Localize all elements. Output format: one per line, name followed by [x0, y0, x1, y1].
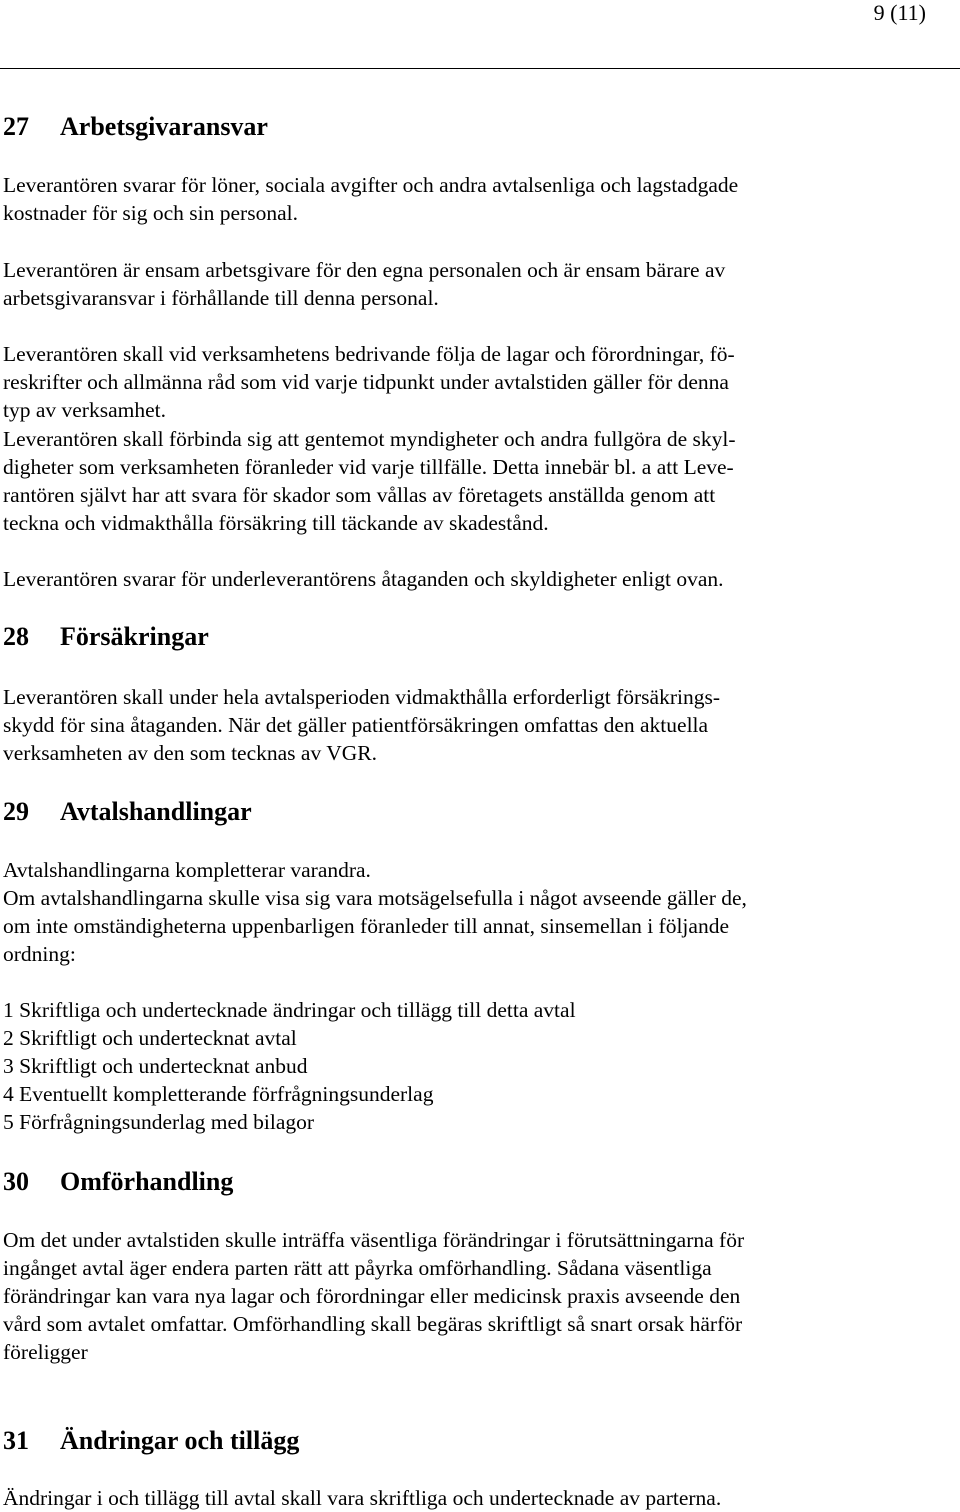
section-number: 30	[3, 1167, 29, 1196]
section-28-line: verksamheten av den som tecknas av VGR.	[3, 741, 377, 765]
section-title: Försäkringar	[60, 622, 209, 651]
section-27-line: arbetsgivaransvar i förhållande till denna personal.	[3, 286, 439, 310]
section-number: 27	[3, 112, 29, 141]
section-27-line: teckna och vidmakthålla försäkring till täckande av skadestånd.	[3, 511, 549, 535]
section-30-line: förändringar kan vara nya lagar och förordningar eller medicinsk praxis avseende den	[3, 1284, 741, 1308]
section-27-line: Leverantören skall vid verksamhetens bedrivande följa de lagar och förordningar, fö-	[3, 342, 735, 366]
section-27-line: typ av verksamhet.	[3, 398, 166, 422]
section-27-line: Leverantören svarar för löner, sociala avgifter och andra avtalsenliga och lagstadgade	[3, 173, 739, 197]
section-title: Avtalshandlingar	[60, 797, 252, 826]
list-item: 1 Skriftliga och undertecknade ändringar och tillägg till detta avtal	[3, 998, 576, 1022]
section-number: 29	[3, 797, 29, 826]
section-29-line: ordning:	[3, 942, 76, 966]
section-31-heading	[3, 1426, 299, 1456]
list-item: 2 Skriftligt och undertecknat avtal	[3, 1026, 297, 1050]
section-title: Omförhandling	[60, 1167, 234, 1196]
list-item: 4 Eventuellt kompletterande förfrågningsunderlag	[3, 1082, 434, 1106]
section-31-line: Ändringar i och tillägg till avtal skall vara skriftliga och undertecknade av parterna.	[3, 1486, 722, 1510]
section-title: Arbetsgivaransvar	[60, 112, 268, 141]
section-30-line: vård som avtalet omfattar. Omförhandling skall begäras skriftligt så snart orsak härför	[3, 1312, 743, 1336]
section-30-heading	[3, 1167, 233, 1197]
section-28-line: skydd för sina åtaganden. När det gäller patientförsäkringen omfattas den aktuella	[3, 713, 709, 737]
section-number: 31	[3, 1426, 29, 1455]
list-item: 5 Förfrågningsunderlag med bilagor	[3, 1110, 315, 1134]
section-28-heading	[3, 622, 209, 652]
section-29-line: Avtalshandlingarna kompletterar varandra.	[3, 858, 371, 882]
section-number: 28	[3, 622, 29, 651]
header-rule	[0, 68, 960, 69]
section-30-line: föreligger	[3, 1340, 88, 1364]
section-28-line: Leverantören skall under hela avtalsperioden vidmakthålla erforderligt försäkrings-	[3, 685, 720, 709]
section-27-line: reskrifter och allmänna råd som vid varje tidpunkt under avtalstiden gäller för denna	[3, 370, 729, 394]
section-29-heading	[3, 797, 252, 827]
section-29-line: om inte omständigheterna uppenbarligen föranleder till annat, sinsemellan i följande	[3, 914, 729, 938]
page-number: 9 (11)	[873, 0, 926, 25]
section-27-line: Leverantören är ensam arbetsgivare för den egna personalen och är ensam bärare av	[3, 258, 726, 282]
section-27-line: rantören självt har att svara för skador som vållas av företagets anställda genom att	[3, 483, 716, 507]
section-27-line: Leverantören svarar för underleverantörens åtaganden och skyldigheter enligt ovan.	[3, 567, 724, 591]
section-27-heading	[3, 112, 268, 142]
section-title: Ändringar och tillägg	[60, 1426, 300, 1455]
section-30-line: ingånget avtal äger endera parten rätt att påyrka omförhandling. Sådana väsentliga	[3, 1256, 712, 1280]
section-27-line: kostnader för sig och sin personal.	[3, 201, 298, 225]
list-item: 3 Skriftligt och undertecknat anbud	[3, 1054, 308, 1078]
section-29-line: Om avtalshandlingarna skulle visa sig vara motsägelsefulla i något avseende gäller de,	[3, 886, 747, 910]
section-27-line: digheter som verksamheten föranleder vid varje tillfälle. Detta innebär bl. a att Leve-	[3, 455, 734, 479]
section-30-line: Om det under avtalstiden skulle inträffa väsentliga förändringar i förutsättningarna för	[3, 1228, 745, 1252]
section-27-line: Leverantören skall förbinda sig att gentemot myndigheter och andra fullgöra de skyl-	[3, 427, 736, 451]
